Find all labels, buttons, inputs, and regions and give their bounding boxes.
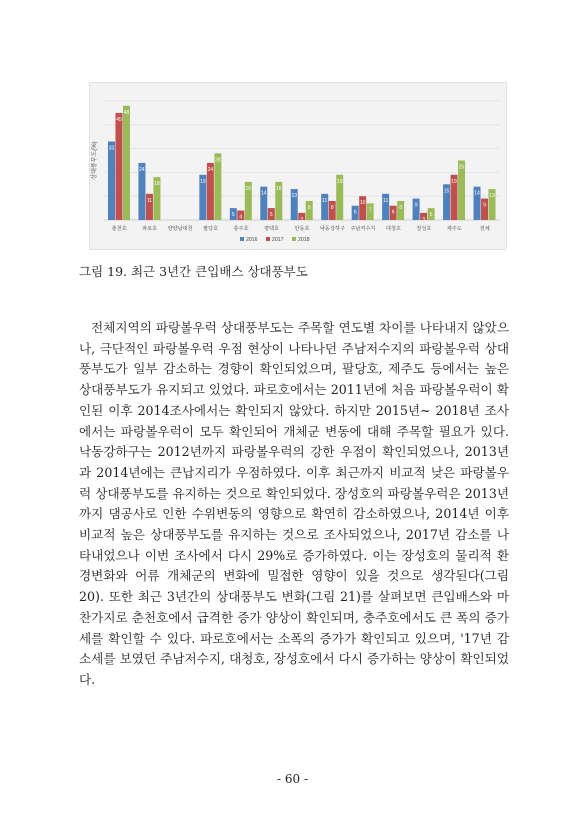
bar-value-label: 16 [276,185,282,192]
bar-value-label: 5 [269,212,273,219]
legend-swatch [240,237,244,241]
bar-value-label: 6 [391,209,395,216]
bar-value-label: 4 [239,214,243,221]
body-paragraph [79,318,509,691]
x-tick-label: 파로호 [142,226,158,232]
bar-chart [90,83,508,251]
bar-value-label: 3 [300,216,304,223]
bar-value-label: 16 [245,185,252,192]
bar-value-label: 18 [154,181,160,188]
bar-value-label: 5 [429,212,433,219]
bar-value-label: 11 [322,197,328,204]
bar-value-label: 33 [108,145,115,152]
legend-swatch [266,237,270,241]
x-tick-label: 양양남대천 [167,226,193,232]
bar-value-label: 8 [307,204,311,211]
bar-value-label: 10 [359,200,366,207]
bar-value-label: 7 [368,207,372,214]
legend-label: 2017 [272,237,284,243]
x-tick-label: 춘천호 [111,226,127,232]
bar-value-label: 6 [353,209,357,216]
bar-value-label: 48 [123,109,130,116]
bar-value-label: 15 [443,188,450,195]
bar-value-label: 8 [330,204,334,211]
bar-value-label: 11 [383,197,389,204]
bar-value-label: 13 [291,193,298,200]
bar-value-label: 24 [207,166,214,173]
x-tick-label: 장성호 [416,226,432,232]
x-tick-label: 평택호 [264,226,280,232]
bar-value-label: 25 [458,164,465,171]
bar-value-label: 19 [336,178,343,185]
bar-value-label: 14 [474,190,480,197]
bar [123,106,130,220]
bar [108,141,115,220]
bar-value-label: 45 [116,116,122,123]
x-tick-label: 안동호 [294,226,310,232]
bar-value-label: 11 [146,197,153,204]
bar-value-label: 13 [489,193,495,200]
body-paragraph-text: 전체지역의 파랑볼우럭 상대풍부도는 주목할 연도별 차이를 나타내지 않았으나, 극단적인 파랑볼우럭 우점 현상이 나타나던 주남저수지의 파랑볼우럭 상대풍부도가 일부 감소하는 경향이 확인되었으며, 팔당호, 제주도 등에서는 높은 상대풍부도가 유지되고 있었다. 파로호에서는 2011년에 처음 파랑볼우럭이 확인된 이후 2014조사에서는 확인되지 않았다. 하지만 2015년~ 2018년 조사에서는 파랑볼우럭이 모두 확인되어 개체군 변동에 대해 주목할 필요가 있다. 낙동강하구는 2012년까지 파랑볼우럭의 강한 우점이 확인되었으나, 2013년과 2014년에는 큰납지리가 우점하였다. 이후 최근까지 비교적 낮은 파랑볼우럭 상대풍부도를 유지하는 것으로 확인되었다. 장성호의 파랑볼우럭은 2013년까지 댐공사로 인한 수위변동의 영향으로 확연히 감소하였으나, 2014년 이후 비교적 높은 상대풍부도를 유지하는 것으로 조사되었으나, 2017년 감소를 나타내었으나 이번 조사에서 다시 29%로 증가하였다. 이는 장성호의 물리적 환경변화와 어류 개체군의 변화에 밀접한 영향이 있을 것으로 생각된다(그림 20). 또한 최근 3년간의 상대풍부도 변화(그림 21)를 살펴보면 큰입배스와 마찬가지로 춘천호에서 급격한 증가 양상이 확인되며, 충주호에서도 큰 폭의 증가세를 확인할 수 있다. 파로호에서는 소폭의 증가가 확인되고 있으며, '17년 감소세를 보였던 주남저수지, 대청호, 장성호에서 다시 증가하는 양상이 확인되었다. [79,320,509,687]
bar-value-label: 9 [483,202,486,209]
x-tick-label: 전체 [479,226,490,232]
x-tick-label: 주남저수지 [350,226,376,232]
legend-label: 2016 [246,237,258,243]
x-tick-label: 낙동강하구 [319,226,345,232]
bar-value-label: 3 [422,216,425,223]
legend-swatch [292,237,296,241]
x-tick-label: 팔당호 [203,226,219,232]
bar-value-label: 9 [414,202,418,209]
x-tick-label: 제주도 [446,226,462,232]
page-number: - 60 - [276,772,308,786]
legend-label: 2018 [298,237,310,243]
figure-caption: 그림 19. 최근 3년간 큰입배스 상대풍부도 [79,264,308,279]
bar [115,113,122,220]
x-tick-label: 충주호 [233,226,249,232]
bar-value-label: 14 [261,190,267,197]
bar-value-label: 28 [215,157,221,164]
y-axis-label: 상대풍부도(%) [92,141,98,180]
bar-value-label: 19 [451,178,457,185]
bar-value-label: 24 [139,166,145,173]
x-tick-label: 대청호 [385,226,401,232]
bar-value-label: 8 [399,204,403,211]
bar-value-label: 5 [231,212,235,219]
chart-figure [89,82,507,250]
bar-value-label: 19 [200,178,206,185]
